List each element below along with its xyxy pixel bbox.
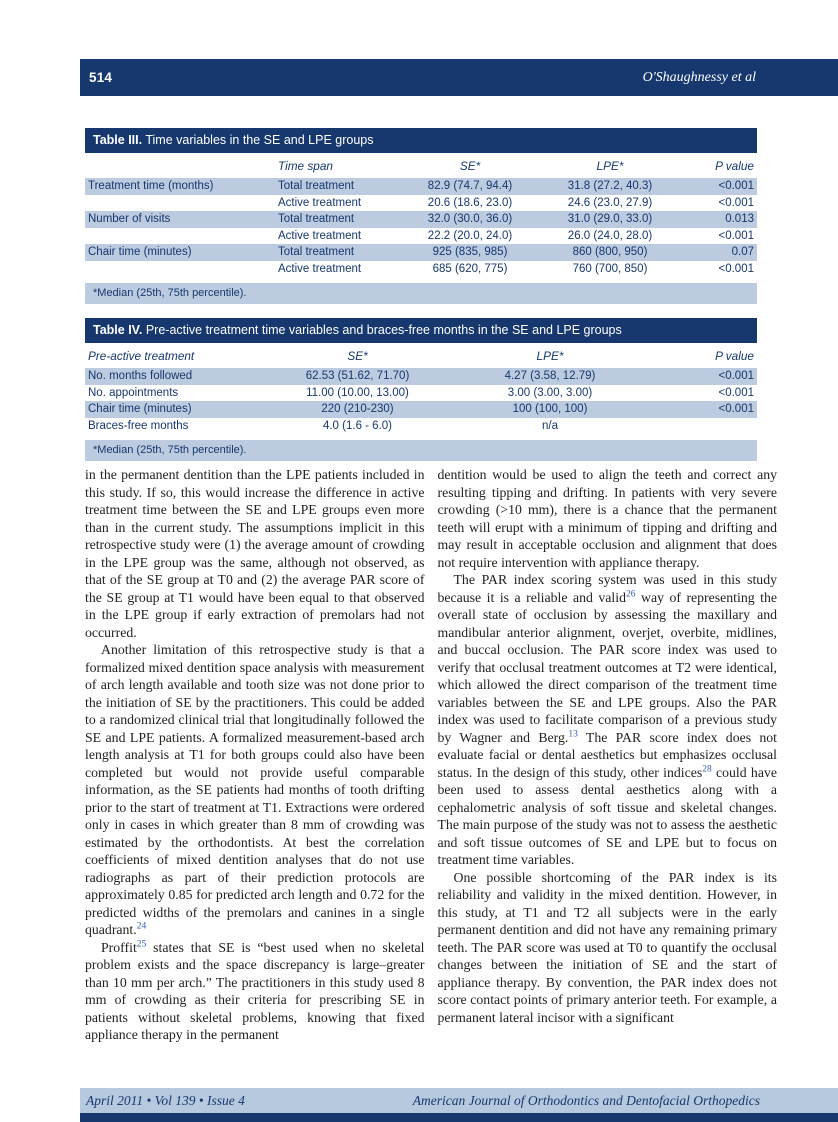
paragraph: dentition would be used to align the teeth and correct any resulting tipping and drifting. In patients with very severe crowding (>10 mm), there is a chance that the permanent teeth will erupt with a minimum of tipping and drifting and may result in acceptable occlusion and alignment that does not require intervention with appliance therapy. [437,467,777,570]
footer-issue-info: April 2011 • Vol 139 • Issue 4 [86,1092,245,1108]
cell-p-value: <0.001 [718,229,754,242]
cell-category: No. months followed [85,368,265,385]
cell-se: 82.9 (74.7, 94.4) [400,178,540,195]
table-iv [85,318,757,461]
cell-p-value: 0.013 [680,211,757,228]
cell-category: Chair time (minutes) [85,244,275,261]
col-header-p-value: P value [715,159,754,173]
table-iii-label: Table III. [93,133,143,147]
cell-category: No. appointments [88,386,179,399]
cell-p-value: <0.001 [718,196,754,209]
cell-lpe: 26.0 (24.0, 28.0) [567,229,653,242]
article-body [85,466,777,1044]
table-iv-titlebar [85,318,757,343]
cell-lpe: 760 (700, 850) [572,262,648,275]
footer-journal-name: American Journal of Orthodontics and Dentofacial Orthopedics [412,1092,760,1108]
table-iv-title: Pre-active treatment time variables and braces-free months in the SE and LPE groups [145,323,622,337]
running-head-author: O'Shaughnessy et al [642,69,756,85]
right-column [438,466,778,1044]
table-row [85,418,757,435]
table-iv-label: Table IV. [93,323,143,337]
cell-category: Braces-free months [88,419,189,432]
footer-band [80,1088,838,1113]
table-header-row [85,343,757,368]
col-header-lpe: LPE* [536,349,564,363]
footer-rule-bar [80,1113,838,1122]
cell-time-span: Total treatment [275,244,400,261]
table-iii-titlebar [85,128,757,153]
table-row [85,178,757,195]
cell-lpe: 4.27 (3.58, 12.79) [450,368,650,385]
cell-p-value: <0.001 [680,178,757,195]
cell-lpe: 3.00 (3.00, 3.00) [507,386,593,399]
cell-lpe: n/a [542,419,558,432]
citation-ref-26[interactable]: 26 [625,588,636,599]
cell-se: 11.00 (10.00, 13.00) [306,386,409,399]
paragraph [85,641,425,939]
cell-time-span: Active treatment [278,262,362,275]
cell-se: 32.0 (30.0, 36.0) [400,211,540,228]
table-row [85,195,757,212]
cell-p-value: <0.001 [718,262,754,275]
page-number: 514 [89,70,113,85]
citation-ref-13[interactable]: 13 [568,728,578,739]
cell-time-span: Active treatment [278,196,362,209]
left-column [85,466,425,1044]
table-row [85,385,757,402]
table-iii [85,128,757,304]
cell-time-span: Total treatment [275,211,400,228]
cell-lpe: 860 (800, 950) [540,244,680,261]
paragraph: in the permanent dentition than the LPE patients included in this study. If so, this would increase the difference in active treatment time between the SE and LPE groups even more than in the current study. The assumptions implicit in this retrospective study were (1) the average amount of crowding in the LPE group was the same, although not observed, as that of the SE group at T0 and (2) the average PAR score of the SE group at T1 would have been equal to that observed in the LPE group if early extraction of premolars had not occurred. [85,467,425,640]
col-header-se: SE* [347,349,368,363]
table-iii-footnote: *Median (25th, 75th percentile). [85,283,757,304]
col-header-time-span: Time span [278,159,333,173]
cell-lpe: 24.6 (23.0, 27.9) [567,196,653,209]
paragraph-text: The PAR index scoring system was used in this study because it is a reliable and valid [437,572,777,605]
table-row [85,228,757,245]
col-header-p-value: P value [715,349,754,363]
cell-p-value [650,418,757,435]
cell-time-span: Active treatment [278,229,362,242]
table-row [85,244,757,261]
page-header-bar [80,59,838,96]
citation-ref-28[interactable]: 28 [702,763,712,774]
cell-p-value: <0.001 [718,386,754,399]
table-row [85,368,757,385]
cell-category: Treatment time (months) [85,178,275,195]
citation-ref-25[interactable]: 25 [136,938,147,949]
col-header-pre-active: Pre-active treatment [88,349,195,363]
table-row [85,401,757,418]
cell-se: 62.53 (51.62, 71.70) [265,368,450,385]
paragraph [85,939,425,1044]
table-header-row [85,153,757,178]
paragraph-text: Another limitation of this retrospective study is that a formalized mixed dentition space analysis with measurement of arch length available and tooth size was not done prior to the initiation of SE by the practitioners. This could be added to a randomized clinical trial that longitudinally followed the SE and LPE patients. A formalized measurement-based arch length analysis at T1 for both groups could also have been completed but would not provide useful comparable information, as the SE patients had months of tooth drifting prior to the start of treatment at T1. Extractions were ordered only in cases in which greater than 8 mm of crowding was estimated by the orthodontists. At best the correlation coefficients of mixed dentition analyses that do not use radiographs as part of their prediction protocols are approximately 0.85 for predicted arch length and 0.72 for the predicted widths of the premolars and canines in a single quadrant. [85,642,425,937]
paragraph-text: could have been used to assess dental aesthetics along with a cephalometric analysis of soft tissue and skeletal changes. The main purpose of the study was not to assess the aesthetic and soft tissue outcomes of SE and LPE but to focus on treatment time variables. [437,764,777,867]
table-row [85,261,757,278]
cell-se: 22.2 (20.0, 24.0) [427,229,513,242]
cell-se: 685 (620, 775) [432,262,508,275]
cell-lpe: 31.8 (27.2, 40.3) [540,178,680,195]
paragraph-text: Proffit [101,939,137,955]
table-iii-title: Time variables in the SE and LPE groups [145,133,374,147]
cell-se: 220 (210-230) [265,401,450,418]
cell-time-span: Total treatment [275,178,400,195]
col-header-lpe: LPE* [596,159,624,173]
citation-ref-24[interactable]: 24 [136,921,147,932]
cell-p-value: <0.001 [650,368,757,385]
cell-lpe: 31.0 (29.0, 33.0) [540,211,680,228]
cell-se: 4.0 (1.6 - 6.0) [322,419,393,432]
cell-lpe: 100 (100, 100) [450,401,650,418]
paragraph-text: way of representing the overall state of occlusion by assessing the maxillary and mandibular anterior alignment, overjet, overbite, midlines, and buccal occlusion. The PAR score index was used to verify that occlusal treatment outcomes at T2 were identical, which allowed the direct comparison of the treatment time variables between the SE and LPE groups. Also the PAR index was used to facilitate comparison of a previous study by Wagner and Berg. [437,589,777,745]
cell-category: Number of visits [85,211,275,228]
cell-se: 925 (835, 985) [400,244,540,261]
col-header-se: SE* [459,159,481,173]
table-iv-grid [85,343,757,434]
cell-category: Chair time (minutes) [85,401,265,418]
paragraph: One possible shortcoming of the PAR index is its reliability and validity in the mixed dentition. However, in this study, at T1 and T2 all subjects were in the early permanent dentition and did not have any remaining primary teeth. The PAR score was used at T0 to quantify the occlusal changes between the initiation of SE and the start of appliance therapy. By convention, the PAR index does not score contact points of primary anterior teeth. For example, a permanent lateral incisor with a significant [437,869,777,1025]
paragraph-text: states that SE is “best used when no skeletal problem exists and the space discrepancy is large–greater than 10 mm per arch.” The practitioners in this study used 8 mm of crowding as their criteria for prescribing SE in patients without skeletal problems, knowing that fixed appliance therapy in the permanent [85,939,425,1042]
paragraph-text: The PAR score index does not evaluate facial or dental aesthetics but emphasizes occlusal status. In the design of this study, other indices [437,729,777,780]
table-iii-grid [85,153,757,277]
cell-category [85,228,275,245]
cell-p-value: 0.07 [680,244,757,261]
paragraph [438,571,778,869]
col-header-blank [85,153,275,178]
cell-p-value: <0.001 [650,401,757,418]
cell-category [85,195,275,212]
table-iv-footnote: *Median (25th, 75th percentile). [85,440,757,461]
cell-category [85,261,275,278]
table-row [85,211,757,228]
cell-se: 20.6 (18.6, 23.0) [427,196,513,209]
